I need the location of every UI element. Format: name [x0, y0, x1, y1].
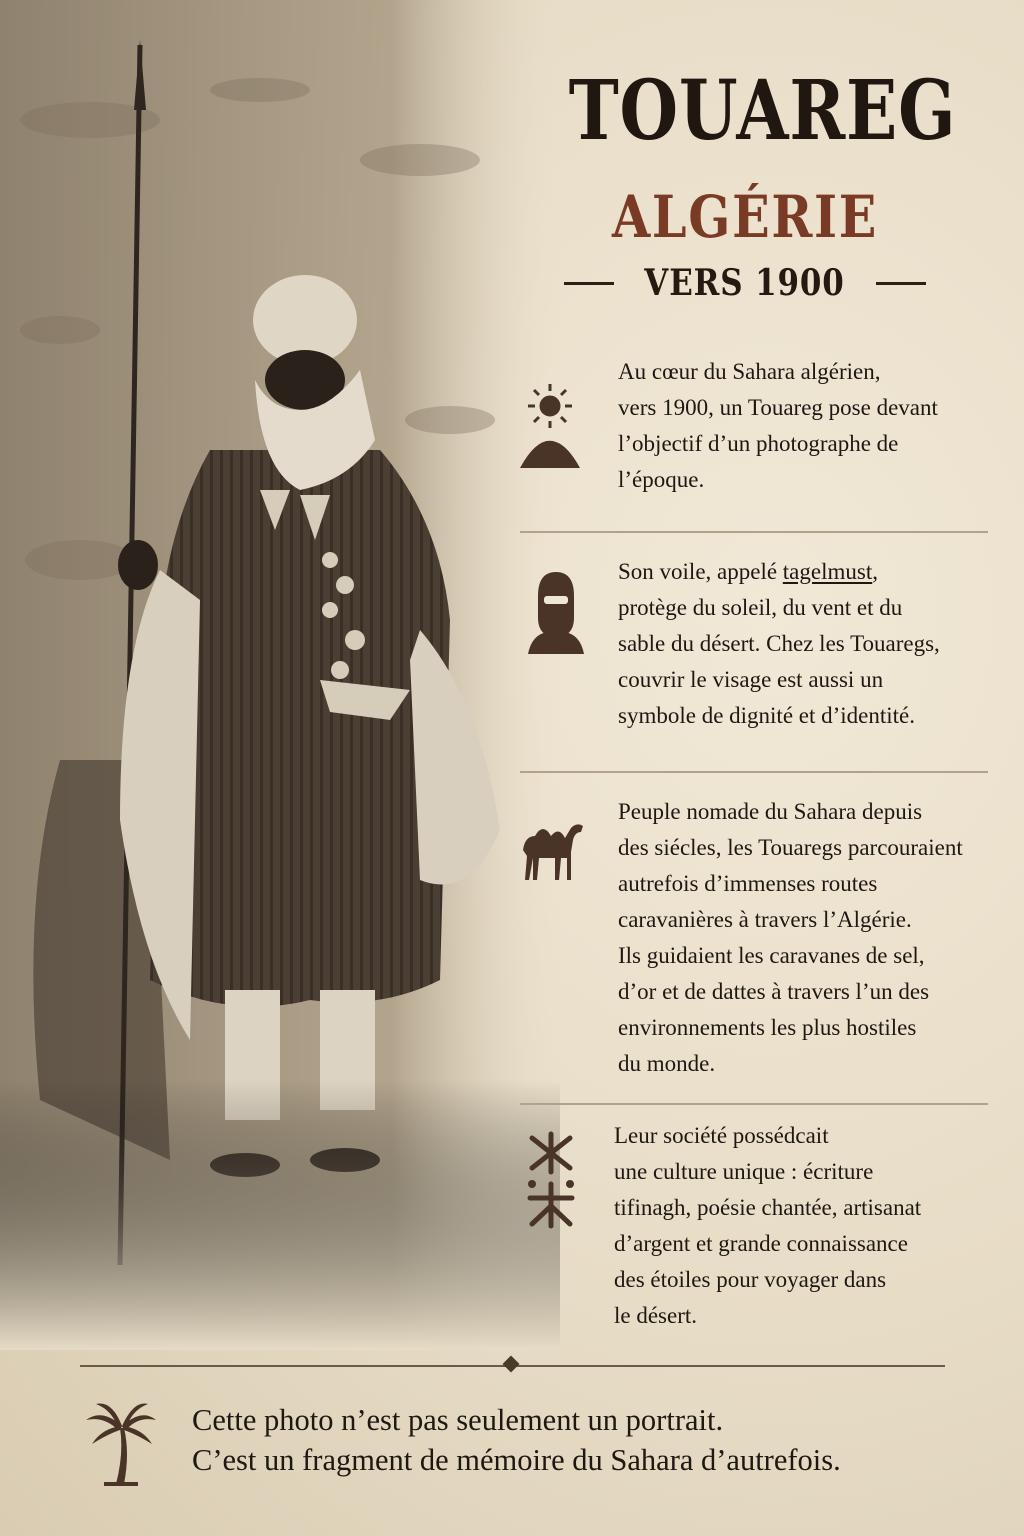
- divider-ornament: [503, 1356, 520, 1373]
- text-line: tifinagh, poésie chantée, artisanat: [614, 1195, 922, 1220]
- date-rule-right: [876, 282, 926, 285]
- date-banner: [560, 262, 930, 304]
- poster-subtitle: ALGÉRIE: [611, 183, 879, 251]
- text-line: l’objectif d’un photographe de: [618, 431, 899, 456]
- text-fragment: Son voile, appelé: [618, 559, 783, 584]
- section-divider: [520, 1103, 988, 1105]
- veiled-man-icon: [524, 566, 588, 656]
- text-line: environnements les plus hostiles: [618, 1015, 917, 1040]
- text-line: autrefois d’immenses routes: [618, 871, 878, 896]
- footer-line: C’est un fragment de mémoire du Sahara d’autrefois.: [192, 1443, 841, 1477]
- date-rule-left: [564, 282, 614, 285]
- section-intro: [618, 354, 1013, 498]
- text-line: Peuple nomade du Sahara depuis: [618, 799, 923, 824]
- text-line: des siécles, les Touaregs parcouraient: [618, 835, 963, 860]
- section-veil: [618, 554, 1013, 734]
- text-line: Au cœur du Sahara algérien,: [618, 359, 881, 384]
- section-divider: [520, 771, 988, 773]
- text-line: des étoiles pour voyager dans: [614, 1267, 887, 1292]
- text-line: d’argent et grande connaissance: [614, 1231, 908, 1256]
- section-divider: [520, 531, 988, 533]
- text-line: protège du soleil, du vent et du: [618, 595, 903, 620]
- text-line: une culture unique : écriture: [614, 1159, 874, 1184]
- text-line: symbole de dignité et d’identité.: [618, 703, 916, 728]
- section-nomads: [618, 794, 1013, 1082]
- text-line: vers 1900, un Touareg pose devant: [618, 395, 938, 420]
- footer-line: Cette photo n’est pas seulement un portrait.: [192, 1403, 724, 1437]
- text-line: couvrir le visage est aussi un: [618, 667, 884, 692]
- poster-title: TOUAREG: [568, 63, 957, 159]
- text-line: du monde.: [618, 1051, 716, 1076]
- text-line: Leur société possédcait: [614, 1123, 829, 1148]
- section-culture: [614, 1118, 1009, 1334]
- touareg-portrait-photo: [0, 0, 560, 1350]
- footer-quote: [192, 1400, 992, 1480]
- text-line: caravanières à travers l’Algérie.: [618, 907, 912, 932]
- tagelmust-term: tagelmust: [782, 559, 873, 584]
- camel-icon: [517, 810, 589, 882]
- text-line: l’époque.: [618, 467, 705, 492]
- text-line: [618, 554, 1013, 590]
- text-line: d’or et de dattes à travers l’un des: [618, 979, 930, 1004]
- text-line: le désert.: [614, 1303, 698, 1328]
- text-line: sable du désert. Chez les Touaregs,: [618, 631, 940, 656]
- text-fragment: ,: [872, 559, 878, 584]
- date-label: VERS 1900: [644, 262, 846, 304]
- tifinagh-symbol-icon: [522, 1130, 580, 1230]
- palm-tree-icon: [84, 1398, 158, 1488]
- sun-dunes-icon: [518, 380, 582, 472]
- text-line: Ils guidaient les caravanes de sel,: [618, 943, 925, 968]
